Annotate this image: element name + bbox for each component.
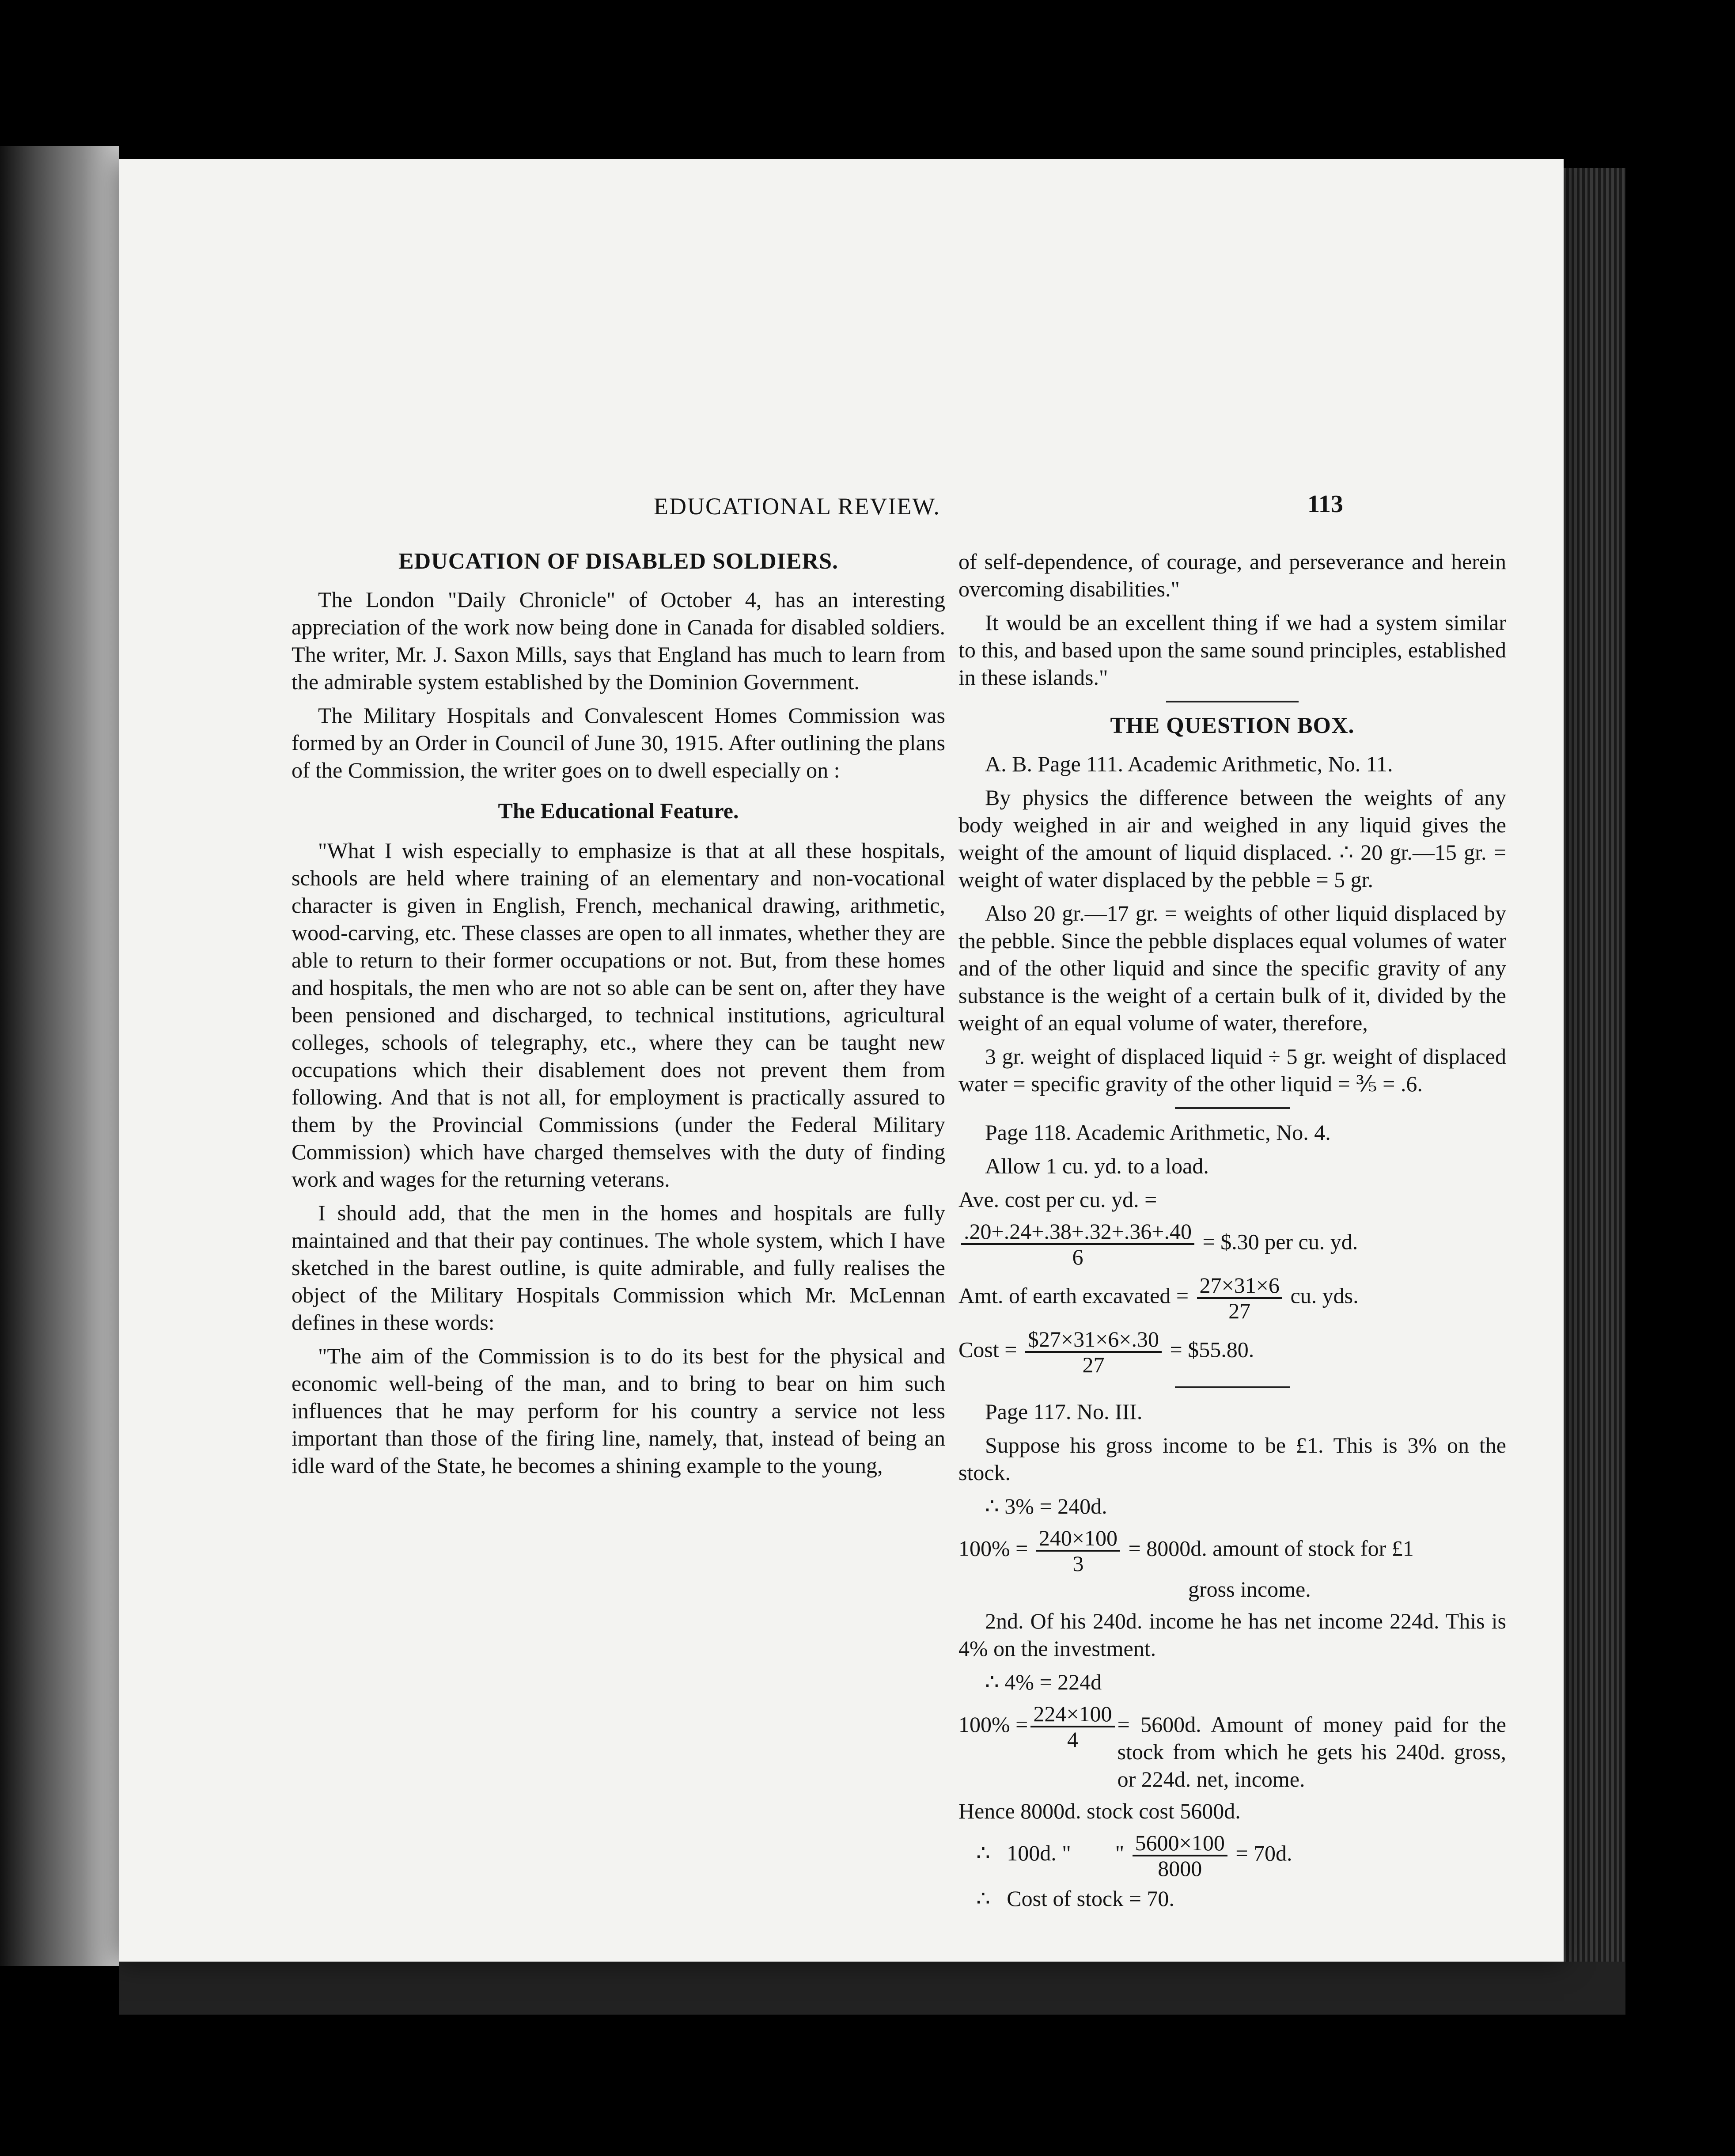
paragraph: Suppose his gross income to be £1. This is 3% on the stock. (958, 1433, 1506, 1485)
bottom-shadow (119, 1962, 1625, 2015)
numerator: $27×31×6×.30 (1025, 1327, 1162, 1353)
fraction (1030, 1702, 1114, 1751)
divider (1175, 1107, 1290, 1109)
equation-stock (958, 1526, 1506, 1603)
fraction (1036, 1526, 1120, 1575)
paragraph: "What I wish especially to emphasize is that at all these hospitals, schools are held where training of an elementary and non-vocational character is given in English, French, mechanical drawing, arithmetic, wood-carving, etc. These classes are open to all inmates, whether they are able to return to their former occupations or not. But, from these homes and hospitals, the men who are not so able can be sent on, after they have been pensioned and discharged, to technical institutions, agricultural colleges, schools of telegraphy, etc., where they can be taught new occupations which their disablement does not prevent them from following. And that is not all, for employment is practically assured to them by the Provincial Commissions (under the Federal Military Commission) which have charged themselves with the duty of finding work and wages for the returning veterans. (292, 838, 945, 1192)
equation-result: = $55.80. (1170, 1337, 1254, 1362)
equation-line: ∴ 4% = 224d (985, 1670, 1102, 1694)
question-title: A. B. Page 111. Academic Arithmetic, No. 11. (985, 752, 1393, 776)
equation-label: 100% = (958, 1712, 1028, 1737)
numerator: 5600×100 (1133, 1831, 1227, 1856)
equation-label: Cost = (958, 1337, 1017, 1362)
right-page-edges (1564, 168, 1625, 1966)
paragraph: 3 gr. weight of displaced liquid ÷ 5 gr. weight of displaced water = specific gravity of the other liquid = ⅗ = .6. (958, 1044, 1506, 1096)
denominator: 8000 (1158, 1856, 1202, 1881)
equation-average-cost (958, 1219, 1506, 1269)
equation-earth-excavated (958, 1273, 1506, 1323)
subheading: The Educational Feature. (498, 798, 739, 823)
final-answer: ∴ Cost of stock = 70. (976, 1886, 1174, 1911)
paragraph: By physics the difference between the weights of any body weighed in air and weighed in any liquid gives the weight of the amount of liquid displaced. ∴ 20 gr.—15 gr. = weight of water displaced by the pebble = 5 gr. (958, 785, 1506, 892)
equation-result-cont: gross income. (1188, 1577, 1311, 1602)
equation-result: = 5600d. Amount of money paid for the stock from which he gets his 240d. gross, or 224d. net, income. (1117, 1712, 1506, 1792)
equation-label: ∴ 100d. " " (976, 1841, 1125, 1866)
paragraph: The Military Hospitals and Convalescent Homes Commission was formed by an Order in Council of June 30, 1915. After outlining the plans of the Commission, the writer goes on to dwell especially on : (292, 703, 945, 782)
numerator: .20+.24+.38+.32+.36+.40 (961, 1219, 1194, 1245)
numerator: 27×31×6 (1197, 1273, 1282, 1299)
paragraph: The London "Daily Chronicle" of October 4, has an interesting appreciation of the work now being done in Canada for disabled soldiers. The writer, Mr. J. Saxon Mills, says that England has much to learn from the admirable system established by the Dominion Government. (292, 587, 945, 694)
paragraph: Allow 1 cu. yd. to a load. (985, 1154, 1209, 1178)
divider (1175, 1386, 1290, 1388)
question-title: Page 117. No. III. (985, 1399, 1143, 1424)
equation-label: Amt. of earth excavated = (958, 1283, 1189, 1308)
numerator: 240×100 (1036, 1526, 1120, 1552)
fraction (1197, 1273, 1282, 1323)
equation-money-paid (958, 1702, 1506, 1793)
denominator: 4 (1067, 1727, 1078, 1752)
equation-result: = 8000d. amount of stock for £1 (1128, 1536, 1414, 1561)
article-heading: EDUCATION OF DISABLED SOLDIERS. (398, 549, 839, 574)
paragraph: of self-dependence, of courage, and perseverance and herein overcoming disabilities." (958, 549, 1506, 601)
denominator: 6 (1072, 1245, 1083, 1269)
fraction (1025, 1327, 1162, 1377)
page-number: 113 (1307, 490, 1343, 518)
denominator: 27 (1082, 1352, 1105, 1377)
left-column (292, 548, 945, 1485)
numerator: 224×100 (1030, 1702, 1114, 1727)
question-title: Page 118. Academic Arithmetic, No. 4. (985, 1120, 1331, 1145)
divider (1166, 701, 1299, 702)
journal-title: EDUCATIONAL REVIEW. (654, 493, 940, 520)
paragraph: It would be an excellent thing if we had a system similar to this, and based upon the same sound principles, established in these islands." (958, 610, 1506, 690)
equation-line: ∴ 3% = 240d. (985, 1494, 1107, 1518)
denominator: 3 (1072, 1551, 1084, 1576)
fraction (1133, 1831, 1227, 1880)
paragraph: 2nd. Of his 240d. income he has net income 224d. This is 4% on the investment. (958, 1609, 1506, 1661)
equation-100d (958, 1831, 1506, 1880)
equation-label: 100% = (958, 1536, 1028, 1561)
paragraph: Ave. cost per cu. yd. = (958, 1187, 1157, 1212)
paragraph: Also 20 gr.—17 gr. = weights of other liquid displaced by the pebble. Since the pebble displaces equal volumes of water and of the other liquid and since the specific gravity of any substance is the weight of a certain bulk of it, divided by the weight of an equal volume of water, therefore, (958, 901, 1506, 1035)
paragraph: I should add, that the men in the homes and hospitals are fully maintained and that their pay continues. The whole system, which I have sketched in the barest outline, is quite admirable, and fully realises the object of the Military Hospitals Commission which Mr. McLennan defines in these words: (292, 1200, 945, 1335)
paragraph: "The aim of the Commission is to do its best for the physical and economic well-being of the man, and to bring to bear on him such influences that he may perform for his country a service not less important than those of the firing line, namely, that, instead of being an idle ward of the State, he becomes a shining example to the young, (292, 1344, 945, 1478)
denominator: 27 (1228, 1298, 1251, 1323)
paragraph: Hence 8000d. stock cost 5600d. (958, 1799, 1241, 1823)
book-page (119, 159, 1564, 1962)
running-head (119, 490, 1564, 524)
right-column (958, 548, 1506, 1918)
equation-unit: cu. yds. (1290, 1283, 1359, 1308)
left-page-edge (0, 146, 119, 1966)
equation-result: = 70d. (1235, 1841, 1292, 1866)
fraction (961, 1219, 1194, 1269)
equation-cost (958, 1327, 1506, 1377)
question-box-heading: THE QUESTION BOX. (1110, 713, 1355, 738)
equation-result: = $.30 per cu. yd. (1202, 1229, 1358, 1254)
